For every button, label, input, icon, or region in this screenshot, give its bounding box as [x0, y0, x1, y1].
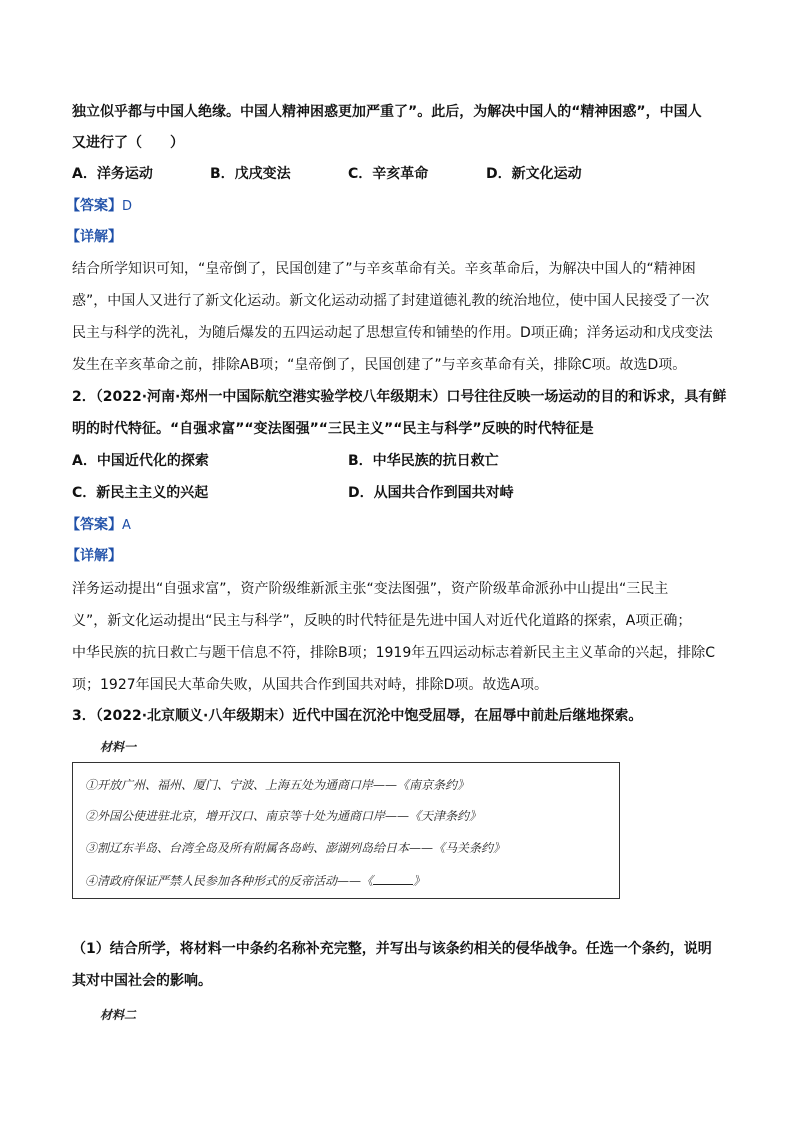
detail-tag: 【详解】 — [66, 229, 122, 245]
answer-tag: 【答案】 — [66, 517, 122, 533]
q2-option-c: C．新民主主义的兴起 — [72, 485, 209, 501]
q3-stem: 3．（2022·北京顺义·八年级期末）近代中国在沉沦中饱受屈辱，在屈辱中前赴后继地探索。 — [72, 708, 643, 724]
q1-option-a: A．洋务运动 — [72, 166, 153, 182]
q2-option-d: D．从国共合作到国共对峙 — [348, 485, 514, 501]
q2-option-b: B．中华民族的抗日救亡 — [348, 453, 499, 469]
material-2-label: 材料二 — [100, 1008, 137, 1022]
material-1-box — [72, 762, 620, 899]
q2-detail-line-2: 义”，新文化运动提出“民主与科学”，反映的时代特征是先进中国人对近代化道路的探索，A项正确； — [72, 613, 692, 629]
material-1-item-4: ④清政府保证严禁人民参加各种形式的反帝活动——《 》 — [85, 874, 426, 888]
q1-option-b: B．戊戌变法 — [210, 166, 291, 182]
material-1-item-3: ③割辽东半岛、台湾全岛及所有附属各岛屿、澎湖列岛给日本——《马关条约》 — [85, 841, 506, 855]
q2-detail-line-3: 中华民族的抗日救亡与题干信息不符，排除B项；1919年五四运动标志着新民主主义革命的兴起，排除C — [72, 645, 716, 661]
answer-value: D — [122, 199, 133, 214]
q1-option-c: C．辛亥革命 — [348, 166, 429, 182]
q1-option-d: D．新文化运动 — [486, 166, 582, 182]
answer-tag: 【答案】 — [66, 198, 122, 214]
treaty-name-blank[interactable] — [373, 872, 413, 885]
q2-stem-line-1: 2．（2022·河南·郑州一中国际航空港实验学校八年级期末）口号往往反映一场运动的目的和诉求，具有鲜 — [72, 389, 727, 405]
q1-detail-line-2: 惑”，中国人又进行了新文化运动。新文化运动动摇了封建道德礼教的统治地位，使中国人民接受了一次 — [72, 293, 710, 309]
material-1-label: 材料一 — [100, 740, 137, 754]
answer-value: A — [122, 518, 131, 533]
material-1-item-2: ②外国公使进驻北京，增开汉口、南京等十处为通商口岸——《天津条约》 — [85, 809, 482, 823]
q1-detail-line-1: 结合所学知识可知，“皇帝倒了，民国创建了”与辛亥革命有关。辛亥革命后，为解决中国人的“精神困 — [72, 261, 696, 277]
q1-answer — [66, 197, 132, 216]
material-1-item-1: ①开放广州、福州、厦门、宁波、上海五处为通商口岸——《南京条约》 — [85, 778, 470, 792]
q1-detail-line-4: 发生在辛亥革命之前，排除AB项；“皇帝倒了，民国创建了”与辛亥革命有关，排除C项。故选D项。 — [72, 357, 687, 373]
q2-detail-line-1: 洋务运动提出“自强求富”，资产阶级维新派主张“变法图强”，资产阶级革命派孙中山提出“三民主 — [72, 581, 669, 597]
q2-detail-line-4: 项；1927年国民大革命失败，从国共合作到国共对峙，排除D项。故选A项。 — [72, 677, 548, 693]
q2-option-a: A．中国近代化的探索 — [72, 453, 209, 469]
q2-detail-heading — [66, 547, 122, 565]
q1-stem-line-1: 独立似乎都与中国人绝缘。中国人精神困惑更加严重了”。此后，为解决中国人的“精神困惑”，中国人 — [72, 104, 702, 120]
q2-stem-line-2: 明的时代特征。“自强求富”“变法图强”“三民主义”“民主与科学”反映的时代特征是 — [72, 421, 594, 437]
q2-answer — [66, 516, 131, 535]
q1-stem-line-2: 又进行了（ ） — [72, 135, 184, 151]
q3-sub1-line-2: 其对中国社会的影响。 — [72, 973, 212, 989]
q1-detail-heading — [66, 228, 122, 246]
q3-sub1-line-1: （1）结合所学，将材料一中条约名称补充完整，并写出与该条约相关的侵华战争。任选一个条约，说明 — [72, 941, 712, 957]
q1-detail-line-3: 民主与科学的洗礼，为随后爆发的五四运动起了思想宣传和铺垫的作用。D项正确；洋务运动和戊戌变法 — [72, 325, 713, 341]
detail-tag: 【详解】 — [66, 548, 122, 564]
